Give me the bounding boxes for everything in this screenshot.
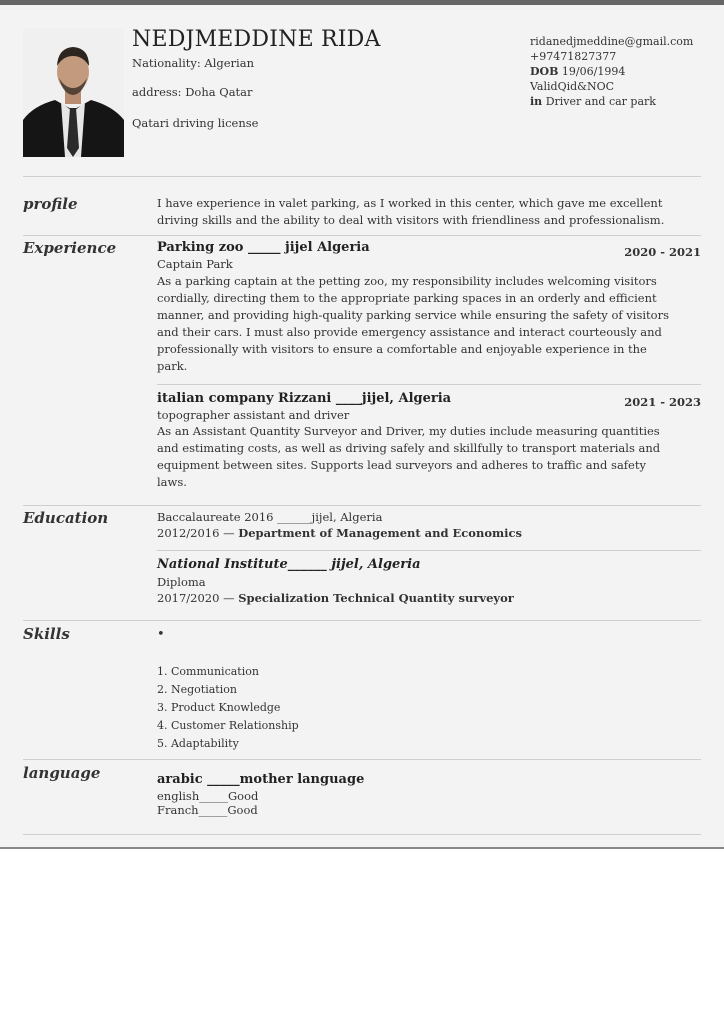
- dob-value: 19/06/1994: [561, 65, 626, 78]
- education-period: 2017/2020 —: [157, 591, 235, 605]
- address: address: Doha Qatar: [132, 85, 253, 99]
- skill-item: 3. Product Knowledge: [157, 701, 281, 714]
- job-dates: 2020 - 2021: [624, 245, 701, 259]
- section-title-education: Education: [23, 509, 109, 527]
- nationality: Nationality: Algerian: [132, 56, 254, 70]
- in-label: in: [530, 95, 543, 108]
- job-dates: 2021 - 2023: [624, 395, 701, 409]
- profile-text: I have experience in valet parking, as I worked in this center, which gave me excellent driving skills and the ability to deal with visitors with friendliness and professionalism.: [157, 196, 665, 227]
- current-position: [530, 94, 693, 109]
- job-description: As a parking captain at the petting zoo, my responsibility includes welcoming visitors cordially, directing them to the appropriate parking spaces in an orderly and efficient manner, and providing high-quality parking service while ensuring the safety of visitors and their cars. I must also provide emergency assistance and interact courteously and professionally with visitors to ensure a comfortable and enjoyable experience in the park.: [157, 274, 669, 373]
- education-specialization: Specialization Technical Quantity surveyor: [238, 591, 514, 605]
- dob-label: DOB: [530, 65, 559, 78]
- language-main: arabic _____mother language: [157, 772, 365, 787]
- contact-block: [530, 34, 693, 109]
- divider: [157, 384, 701, 385]
- divider: [23, 505, 701, 506]
- candidate-name: NEDJMEDDINE RIDA: [132, 27, 381, 52]
- section-title-experience: Experience: [23, 239, 117, 257]
- education-line: Baccalaureate 2016 ______jijel, Algeria: [157, 510, 383, 524]
- visa-status: ValidQid&NOC: [530, 80, 614, 93]
- skill-item: 1. Communication: [157, 665, 259, 678]
- skill-item: 4. Customer Relationship: [157, 719, 299, 732]
- education-department: Department of Management and Economics: [238, 526, 523, 540]
- divider: [23, 759, 701, 760]
- education-detail: [157, 525, 522, 542]
- phone: +97471827377: [530, 50, 617, 63]
- job-role: Captain Park: [157, 257, 233, 271]
- language-item: english_____Good: [157, 789, 259, 803]
- skill-item: 5. Adaptability: [157, 737, 239, 750]
- divider: [23, 235, 701, 236]
- profile-photo: [23, 28, 124, 157]
- dob: [530, 64, 693, 79]
- education-detail: [157, 590, 514, 607]
- institute-title: National Institute______ jijel, Algeria: [157, 557, 421, 572]
- section-title-skills: Skills: [23, 625, 70, 643]
- driving-license: Qatari driving license: [132, 116, 259, 130]
- email[interactable]: ridanedjmeddine@gmail.com: [530, 35, 694, 48]
- section-title-language: language: [23, 764, 101, 782]
- divider: [23, 176, 701, 177]
- divider: [157, 550, 701, 551]
- section-title-profile: profile: [23, 195, 78, 213]
- job-title: italian company Rizzani ____jijel, Algeria: [157, 391, 452, 406]
- job-description: As an Assistant Quantity Surveyor and Driver, my duties include measuring quantities and estimating costs, as well as driving safely and skillfully to transport materials and equipment between sites. Supports lead surveyors and adheres to traffic and safety laws.: [157, 424, 661, 489]
- education-period: 2012/2016 —: [157, 526, 235, 540]
- job-title: Parking zoo _____ jijel Algeria: [157, 240, 370, 255]
- divider: [23, 834, 701, 835]
- job-role: topographer assistant and driver: [157, 408, 350, 422]
- divider: [23, 620, 701, 621]
- language-item: Franch_____Good: [157, 803, 258, 817]
- education-line: Diploma: [157, 575, 206, 589]
- empty-bullet: •: [157, 627, 165, 642]
- skill-item: 2. Negotiation: [157, 683, 237, 696]
- in-value: Driver and car park: [545, 95, 656, 108]
